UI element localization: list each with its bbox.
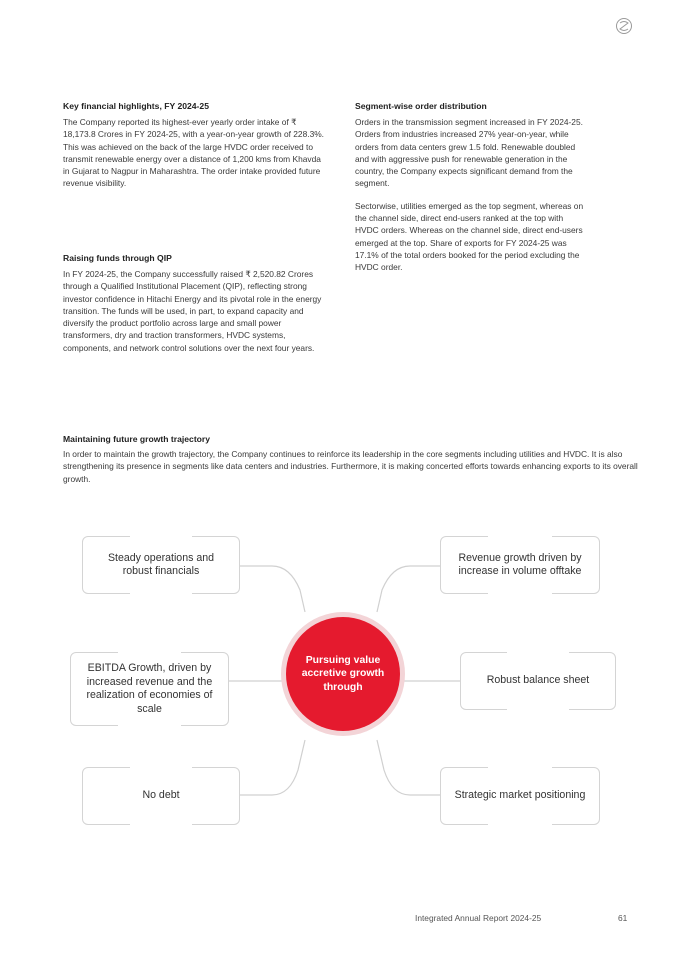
- right-column: [355, 101, 585, 274]
- diagram-item-no-debt: [82, 767, 240, 825]
- diagram-item-label: Revenue growth driven by increase in volume offtake: [458, 551, 582, 577]
- diagram-item-label: Strategic market positioning: [454, 789, 586, 802]
- diagram-item-market-positioning: [440, 767, 600, 825]
- segment-distribution-para2: Sectorwise, utilities emerged as the top segment, whereas on the channel side, direct end-users ranked at the top with HVDC orders. Whereas on the channel side, direct end-users emerged at the top. Share of exports for FY 2024-25 was 17.1% of the total orders booked for the period excluding the HVDC order.: [355, 200, 584, 273]
- company-emblem-icon: [615, 17, 633, 35]
- growth-trajectory-body: In order to maintain the growth trajectory, the Company continues to reinforce its leadership in the core segments including utilities and HVDC. It is also strengthening its presence in segments like data centers and industries. Furthermore, it is making concerted efforts towards enhancing exports to its overall growth.: [63, 449, 638, 484]
- footer-report-title: Integrated Annual Report 2024-25: [415, 913, 542, 923]
- diagram-item-label: EBITDA Growth, driven by increased revenue and the realization of economies of scale: [86, 662, 213, 715]
- left-column-lower: [63, 253, 325, 354]
- diagram-item-steady-operations: [82, 536, 240, 594]
- diagram-item-label: Robust balance sheet: [486, 674, 590, 687]
- diagram-item-ebitda-growth: [70, 652, 229, 726]
- diagram-hub: [286, 617, 400, 731]
- growth-trajectory-section: [63, 434, 638, 485]
- segment-distribution-heading: Segment-wise order distribution: [355, 101, 487, 111]
- qip-body: In FY 2024-25, the Company successfully raised ₹ 2,520.82 Crores through a Qualified Institutional Placement (QIP), reflecting strong investor confidence in Hitachi Energy and its pivotal role in the energy transition. The funds will be used, in part, to expand capacity and diversify the product portfolio across large and small power transformers, dry and traction transformers, HVDC systems, components, and network control solutions over the next four years.: [63, 269, 322, 353]
- diagram-item-revenue-growth: [440, 536, 600, 594]
- diagram-item-label: Steady operations and robust financials: [107, 551, 214, 577]
- footer-page-number: 61: [618, 913, 628, 923]
- growth-trajectory-heading: Maintaining future growth trajectory: [63, 434, 211, 444]
- diagram-hub-label: Pursuing value accretive growth through: [301, 654, 385, 693]
- segment-distribution-para1: Orders in the transmission segment increased in FY 2024-25. Orders from industries increased 27% year-on-year, while orders from data centers grew 1.5 fold. Renewable doubled and with aggressive push for renewable generation in the country, the Company expects significant demand from the segment.: [355, 117, 583, 189]
- diagram-item-label: No debt: [142, 789, 180, 802]
- left-column: [63, 101, 325, 190]
- diagram-item-balance-sheet: [460, 652, 616, 710]
- key-financial-highlights-heading: Key financial highlights, FY 2024-25: [63, 101, 209, 111]
- qip-heading: Raising funds through QIP: [63, 253, 172, 263]
- key-financial-highlights-body: The Company reported its highest-ever yearly order intake of ₹ 18,173.8 Crores in FY 2024-25, with a year-on-year growth of 228.3%. This was achieved on the back of the large HVDC order received to transmit renewable energy over a distance of 1,200 kms from Khavda in Gujarat to Nagpur in Maharashtra. The order intake provided future revenue visibility.: [63, 117, 325, 189]
